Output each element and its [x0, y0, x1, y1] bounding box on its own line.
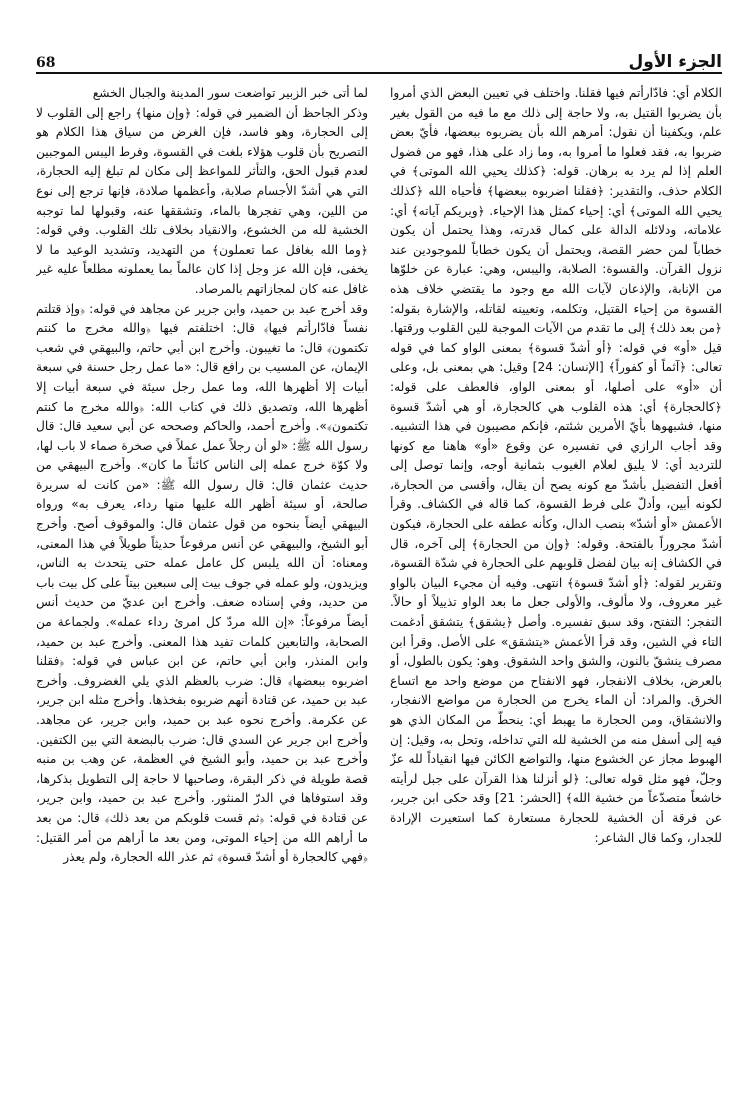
text-columns [36, 84, 722, 1094]
page-header-title: الجزء الأول [628, 52, 722, 72]
header-rule [36, 72, 722, 74]
page-number: 68 [36, 55, 56, 71]
page-header [36, 44, 722, 72]
right-column-paragraph: الكلام أي: فادّارأتم فيها فقلنا. واختلف في تعيين البعض الذي أمروا بأن يضربوا القتيل به، ولا حاجة إلى ذلك مع ما فيه من القول بغير علم، ويكفينا أن نقول: أمرهم الله بأن يضربوه ببعضها، فأيّ بعض ضربوا به، فقد فعلوا ما أمروا به، وما زاد على هذا، فهو من فضول العلم إذا لم يرد به برهان. قوله: ﴿كذلك يحيي الله الموتى﴾ في الكلام حذف، والتقدير: ﴿فقلنا اضربوه ببعضها﴾ فأحياه الله ﴿كذلك يحيي الله الموتى﴾ أي: إحياء كمثل هذا الإحياء. ﴿ويريكم آياته﴾ أي: علاماته، ودلائله الدالة على كمال قدرته، وهذا يحتمل أن يكون خطاباً لمن حضر القصة، ويحتمل أن يكون خطاباً للموجودين عند نزول القرآن. والقسوة: الصلابة، واليبس، وهي: عبارة عن خلوّها من الإنابة، والإذعان لآيات الله مع وجود ما يقتضي خلاف هذه القسوة من إحياء القتيل، وتكلمه، وتعيينه لقاتله، والإشارة بقوله: ﴿من بعد ذلك﴾ إلى ما تقدم من الآيات الموجبة للين القلوب ورقتها. قيل «أو» في قوله: ﴿أو أشدّ قسوة﴾ بمعنى الواو كما في قوله تعالى: ﴿آثماً أو كفوراً﴾ [الإنسان: 24] وقيل: هي بمعنى بل، وعلى أن «أو» على أصلها، أو بمعنى الواو، فالعطف على قوله: ﴿كالحجارة﴾ أي: هذه القلوب هي كالحجارة، أو هي أشدّ قسوة منها، فشبهوها بأيّ الأمرين شئتم، فإنكم مصيبون في هذا التشبيه. وقد أجاب الرازي في تفسيره عن وقوع «أو» هاهنا مع كونها للترديد أي: لا يليق لعلام الغيوب بثمانية أوجه، وإنما توصل إلى أفعل التفضيل بأشدّ مع كونه يصح أن يقال، وأقسى من الحجارة، لكونه أبين، وأدلّ على فرط القسوة، كما قاله في الكشاف. وقرأ الأعمش «أو أشدّ» بنصب الدال، وكأنه عطفه على الحجارة، فيكون أشدّ مجروراً بالفتحة. وقوله: ﴿وإن من الحجارة﴾ إلى آخره، قال في الكشاف إنه بيان لفضل قلوبهم على الحجارة في شدّة القسوة، وتقرير لقوله: ﴿أو أشدّ قسوة﴾ انتهى. وفيه أن مجيء البيان بالواو غير معروف، ولا مألوف، والأولى جعل ما بعد الواو تذييلاً أو حالاً. التفجر: التفتح، وقد سبق تفسيره. وأصل ﴿يشقق﴾ يتشقق أدغمت التاء في الشين، وقد قرأ الأعمش «يتشقق» على الأصل. وقرأ ابن مصرف ينشقّ بالنون، والشق واحد الشقوق. وهو: يكون بالطول، أو بالعرض، بخلاف الانفجار، فهو الانفتاح من موضع واحد مع اتساع الخرق. والمراد: أن الماء يخرج من الحجارة من مواضع الانفجار، والانشقاق، ومن الحجارة ما يهبط أي: ينحطّ من المكان الذي هو فيه إلى أسفل منه من الخشية لله التي تداخله، وتحل به، وقيل: إن الهبوط مجاز عن الخشوع منها، والتواضع الكائن فيها انقياداً لله عزّ وجلّ، فهو مثل قوله تعالى: ﴿لو أنزلنا هذا القرآن على جبل لرأيته خاشعاً متصدّعاً من خشية الله﴾ [الحشر: 21] وقد حكى ابن جرير، عن فرقة أن الخشية للحجارة مستعارة كما استعيرت الإرادة للجدار، وكما قال الشاعر: [390, 86, 722, 845]
left-column [36, 84, 368, 1094]
right-column [390, 84, 722, 1094]
left-column-paragraph: وذكر الجاحظ أن الضمير في قوله: ﴿وإن منها﴾ راجع إلى القلوب لا إلى الحجارة، وهو فاسد، فإن الغرض من سياق هذا الكلام هو التصريح بأن قلوب هؤلاء بلغت في القسوة، وفرط اليبس الموجبين لعدم قبول الحق، والتأثر للمواعظ إلى مكان لم تبلغ إليه الحجارة، التي هي أشدّ الأجسام صلابة، وأعظمها صلادة، فإنها ترجع إلى نوع من اللين، وهي تفجرها بالماء، وتشققها عنه، وقبولها لما توجبه الخشية لله من الخشوع، والانقياد بخلاف تلك القلوب. وفي قوله: ﴿وما الله بغافل عما تعملون﴾ من التهديد، وتشديد الوعيد ما لا يخفى، فإن الله عز وجل إذا كان عالماً بما يعملونه مطلعاً عليه غير غافل عنه كان لمجازاتهم بالمرصاد. [36, 105, 368, 296]
left-column-paragraph: وقد أخرج عبد بن حميد، وابن جرير عن مجاهد في قوله: ﴿وإذ قتلتم نفساً فادّارأتم فيها﴾ قال: اختلفتم فيها ﴿والله مخرج ما كنتم تكتمون﴾ قال: ما تغيبون. وأخرج ابن أبي حاتم، والبيهقي في شعب الإيمان، عن المسيب بن رافع قال: «ما عمل رجل حسنة في سبعة أبيات إلا أظهرها الله، وما عمل رجل سيئة في سبعة أبيات إلا أظهرها الله، وتصديق ذلك في كتاب الله: ﴿والله مخرج ما كنتم تكتمون﴾». وأخرج أحمد، والحاكم وصححه عن أبي سعيد قال: قال رسول الله ﷺ: «لو أن رجلاً عمل عملاً في صخرة صماء لا باب لها، ولا كوّة خرج عمله إلى الناس كائناً ما كان». وأخرج البيهقي من حديث عثمان قال: قال رسول الله ﷺ: «من كانت له سريرة صالحة، أو سيئة أظهر الله عليها منها رداء، يعرف به» ورواه البيهقي أيضاً بنحوه من قول عثمان قال: والموقوف أصح. وأخرج أبو الشيخ، والبيهقي عن أنس مرفوعاً حديثاً طويلاً في هذا المعنى، ومعناه: أن الله يلبس كل عامل عمله حتى يتحدث به الناس، ويزيدون، ولو عمله في جوف بيت إلى سبعين بيتاً على كل بيت باب من حديد، وفي إسناده ضعف. وأخرج ابن عديّ من حديث أنس أيضاً مرفوعاً: «إن الله مردّ كل امرئ رداء عمله». ولجماعة من الصحابة، والتابعين كلمات تفيد هذا المعنى. وأخرج عبد بن حميد، وابن المنذر، وابن أبي حاتم، عن ابن عباس في قوله: ﴿فقلنا اضربوه ببعضها﴾ قال: ضرب بالعظم الذي يلي الغضروف. وأخرج عبد بن حميد، عن قتادة أنهم ضربوه بفخذها. وأخرج مثله ابن جرير، عن عكرمة. وأخرج نحوه عبد بن حميد، وابن جرير، عن مجاهد. وأخرج ابن جرير عن السدي قال: ضرب بالبضعة التي بين الكتفين. وأخرج عبد بن حميد، وأبو الشيخ في العظمة، عن وهب بن منبه قصة طويلة في ذكر البقرة، وصاحبها لا حاجة إلى التطويل بذكرها، وقد استوفاها في الدرّ المنثور. وأخرج عبد بن حميد، وابن جرير، عن قتادة في قوله: ﴿ثم قست قلوبكم من بعد ذلك﴾ قال: من بعد ما أراهم الله من إحياء الموتى، ومن بعد ما أراهم من أمر القتيل: ﴿فهي كالحجارة أو أشدّ قسوة﴾ ثم عذر الله الحجارة، ولم يعذر [36, 301, 368, 865]
poetry-verse: لما أتى خبر الزبير تواضعت سور المدينة والجبال الخشع [92, 86, 368, 100]
